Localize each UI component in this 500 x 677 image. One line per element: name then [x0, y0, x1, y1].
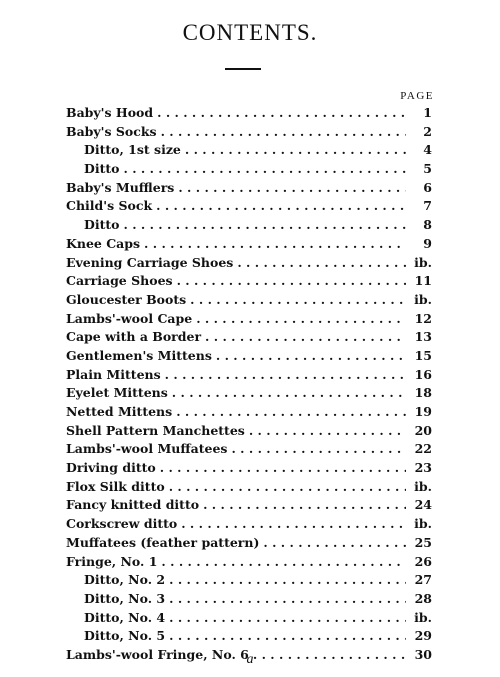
entry-title: Gloucester Boots [66, 291, 187, 307]
contents-entry [66, 403, 432, 422]
dot-leader [169, 478, 406, 497]
entry-page-number: 20 [414, 422, 432, 438]
contents-entry [66, 235, 432, 254]
contents-entry [66, 553, 432, 572]
entry-page-number: 9 [423, 235, 432, 251]
contents-entry [66, 347, 432, 366]
contents-entry [66, 310, 432, 329]
contents-entry [66, 496, 432, 515]
entry-page-number: ib. [414, 609, 432, 625]
entry-title: Shell Pattern Manchettes [66, 422, 245, 438]
contents-entry [66, 328, 432, 347]
contents-entry [66, 123, 432, 142]
dot-leader [161, 123, 406, 142]
dot-leader [165, 366, 406, 385]
entry-page-number: 25 [414, 534, 432, 550]
contents-entry [66, 590, 432, 609]
entry-title: Netted Mittens [66, 404, 173, 419]
entry-title: Evening Carriage Shoes [66, 254, 234, 270]
entry-page-number: 7 [423, 198, 432, 214]
entry-page-number: ib. [414, 254, 432, 270]
dot-leader [196, 310, 406, 329]
title-rule [225, 68, 261, 70]
entry-title: Baby's Socks [66, 123, 157, 139]
dot-leader [144, 235, 406, 254]
entry-page-number: 16 [414, 366, 432, 382]
entry-page-number: 13 [414, 329, 432, 345]
dot-leader [157, 104, 406, 123]
contents-entry [66, 515, 432, 534]
dot-leader [205, 328, 406, 347]
entry-page-number: 2 [423, 123, 432, 139]
entry-title: Carriage Shoes [66, 273, 173, 289]
entry-title: Fancy knitted ditto [66, 497, 200, 513]
contents-entry [66, 478, 432, 497]
entry-title: Corkscrew ditto [66, 516, 178, 532]
entry-page-number: 28 [414, 590, 432, 606]
entry-page-number: ib. [414, 478, 432, 494]
dot-leader [156, 197, 406, 216]
contents-entry [66, 160, 432, 179]
contents-entry [66, 104, 432, 123]
contents-entry [66, 422, 432, 441]
entry-title: Fringe, No. 1 [66, 553, 158, 569]
dot-leader [172, 384, 406, 403]
entry-page-number: 27 [414, 572, 432, 588]
entry-title: Ditto, No. 5 [84, 628, 166, 644]
entry-title: Plain Mittens [66, 366, 161, 382]
dot-leader [178, 179, 406, 198]
entry-page-number: 30 [414, 646, 432, 662]
dot-leader [176, 403, 406, 422]
entry-page-number: 1 [423, 105, 432, 120]
dot-leader [181, 515, 406, 534]
contents-list [66, 104, 432, 665]
page-column-header: PAGE [400, 90, 434, 102]
page-title: CONTENTS. [182, 20, 318, 45]
dot-leader [237, 254, 406, 273]
contents-entry [66, 459, 432, 478]
entry-page-number: 4 [423, 142, 432, 158]
dot-leader [249, 422, 406, 441]
contents-entry [66, 571, 432, 590]
entry-page-number: 12 [414, 310, 432, 326]
contents-entry [66, 534, 432, 553]
entry-title: Lambs'-wool Fringe, No. 6 [66, 646, 249, 662]
entry-page-number: 5 [423, 161, 432, 177]
entry-title: Knee Caps [66, 235, 141, 251]
entry-title: Baby's Hood [66, 105, 154, 120]
entry-title: Gentlemen's Mittens [66, 347, 212, 363]
dot-leader [123, 160, 406, 179]
contents-entry [66, 384, 432, 403]
contents-entry [66, 197, 432, 216]
entry-title: Cape with a Border [66, 329, 202, 345]
dot-leader [190, 291, 406, 310]
entry-page-number: 22 [414, 441, 432, 457]
dot-leader [161, 553, 406, 572]
dot-leader [169, 571, 406, 590]
entry-title: Ditto, No. 4 [84, 609, 166, 625]
dot-leader [169, 609, 406, 628]
contents-entry [66, 627, 432, 646]
contents-entry [66, 254, 432, 273]
entry-page-number: 24 [414, 497, 432, 513]
entry-page-number: ib. [414, 516, 432, 532]
entry-page-number: 15 [414, 347, 432, 363]
entry-page-number: ib. [414, 291, 432, 307]
entry-title: Baby's Mufflers [66, 179, 175, 195]
contents-entry [66, 216, 432, 235]
dot-leader [123, 216, 406, 235]
entry-title: Ditto [84, 161, 120, 177]
entry-page-number: 8 [423, 217, 432, 233]
dot-leader [203, 496, 406, 515]
dot-leader [177, 272, 406, 291]
contents-entry [66, 366, 432, 385]
entry-title: Child's Sock [66, 198, 153, 214]
entry-title: Muffatees (feather pattern) [66, 534, 260, 550]
contents-entry [66, 272, 432, 291]
contents-entry [66, 141, 432, 160]
dot-leader [263, 534, 406, 553]
entry-page-number: 19 [414, 404, 432, 419]
entry-title: Lambs'-wool Cape [66, 310, 193, 326]
entry-page-number: 26 [414, 553, 432, 569]
contents-entry [66, 440, 432, 459]
dot-leader [185, 141, 406, 160]
entry-page-number: 11 [414, 273, 432, 289]
entry-page-number: 29 [414, 628, 432, 644]
signature-mark: a [246, 652, 254, 667]
entry-title: Ditto [84, 217, 120, 233]
contents-entry [66, 609, 432, 628]
entry-title: Ditto, No. 2 [84, 572, 166, 588]
entry-title: Ditto, No. 3 [84, 590, 166, 606]
dot-leader [160, 459, 406, 478]
dot-leader [169, 627, 406, 646]
dot-leader [231, 440, 406, 459]
entry-page-number: 6 [423, 179, 432, 195]
entry-title: Ditto, 1st size [84, 142, 181, 158]
entry-title: Lambs'-wool Muffatees [66, 441, 228, 457]
contents-entry [66, 179, 432, 198]
entry-page-number: 18 [414, 385, 432, 401]
entry-page-number: 23 [414, 460, 432, 476]
entry-title: Driving ditto [66, 460, 156, 476]
dot-leader [216, 347, 406, 366]
contents-entry [66, 291, 432, 310]
dot-leader [169, 590, 406, 609]
entry-title: Flox Silk ditto [66, 478, 165, 494]
entry-title: Eyelet Mittens [66, 385, 168, 401]
